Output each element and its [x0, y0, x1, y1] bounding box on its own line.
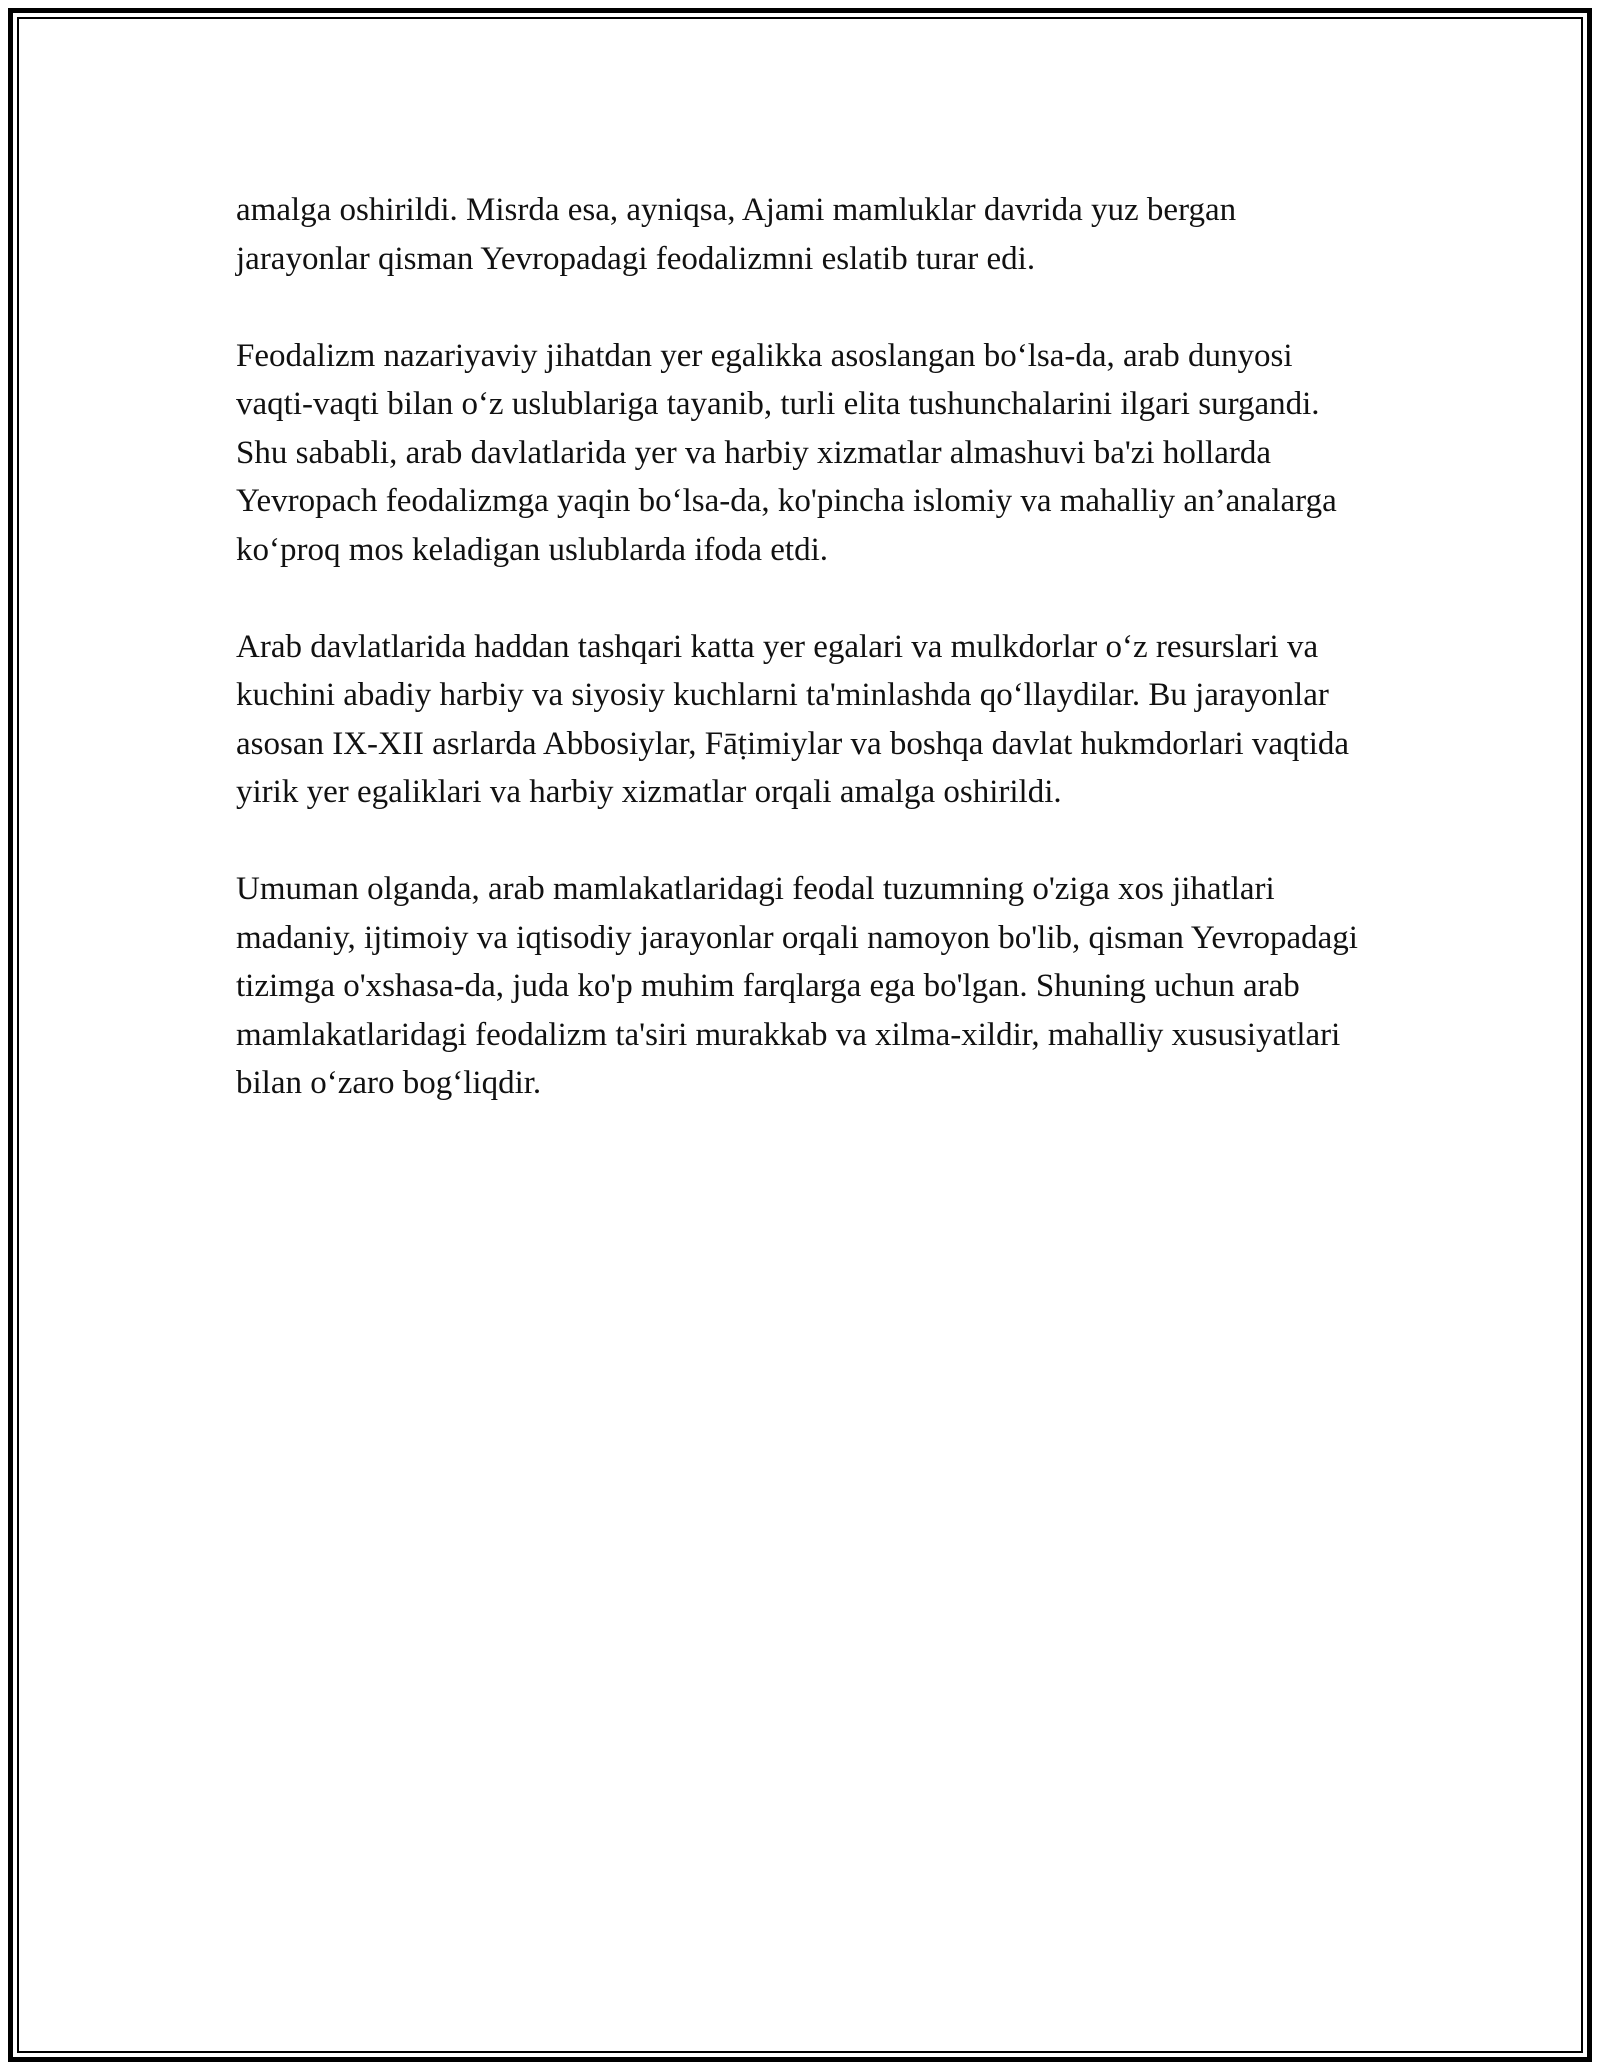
document-body	[236, 186, 1376, 1108]
paragraph-4: Umuman olganda, arab mamlakatlaridagi feodal tuzumning o'ziga xos jihatlari madaniy, ijtimoiy va iqtisodiy jarayonlar orqali namoyon bo'lib, qisman Yevropadagi tizimga o'xshasa-da, juda ko'p muhim farqlarga ega bo'lgan. Shuning uchun arab mamlakatlaridagi feodalizm ta'siri murakkab va xilma-xildir, mahalliy xususiyatlari bilan o‘zaro bog‘liqdir.	[236, 871, 1358, 1101]
paragraph-3: Arab davlatlarida haddan tashqari katta yer egalari va mulkdorlar o‘z resurslari va kuchini abadiy harbiy va siyosiy kuchlarni ta'minlashda qo‘llaydilar. Bu jarayonlar asosan IX-XII asrlarda Abbosiylar, Fāṭimiylar va boshqa davlat hukmdorlari vaqtida yirik yer egaliklari va harbiy xizmatlar orqali amalga oshirildi.	[236, 628, 1350, 810]
paragraph-2: Feodalizm nazariyaviy jihatdan yer egalikka asoslangan bo‘lsa-da, arab dunyosi vaqti-vaqti bilan o‘z uslublariga tayanib, turli elita tushunchalarini ilgari surgandi. Shu sababli, arab davlatlarida yer va harbiy xizmatlar almashuvi ba'zi hollarda Yevropach feodalizmga yaqin bo‘lsa-da, ko'pincha islomiy va mahalliy an’analarga ko‘proq mos keladigan uslublarda ifoda etdi.	[236, 337, 1337, 568]
paragraph-1: amalga oshirildi. Misrda esa, ayniqsa, Ajami mamluklar davrida yuz bergan jarayonlar qisman Yevropadagi feodalizmni eslatib turar edi.	[236, 192, 1237, 277]
